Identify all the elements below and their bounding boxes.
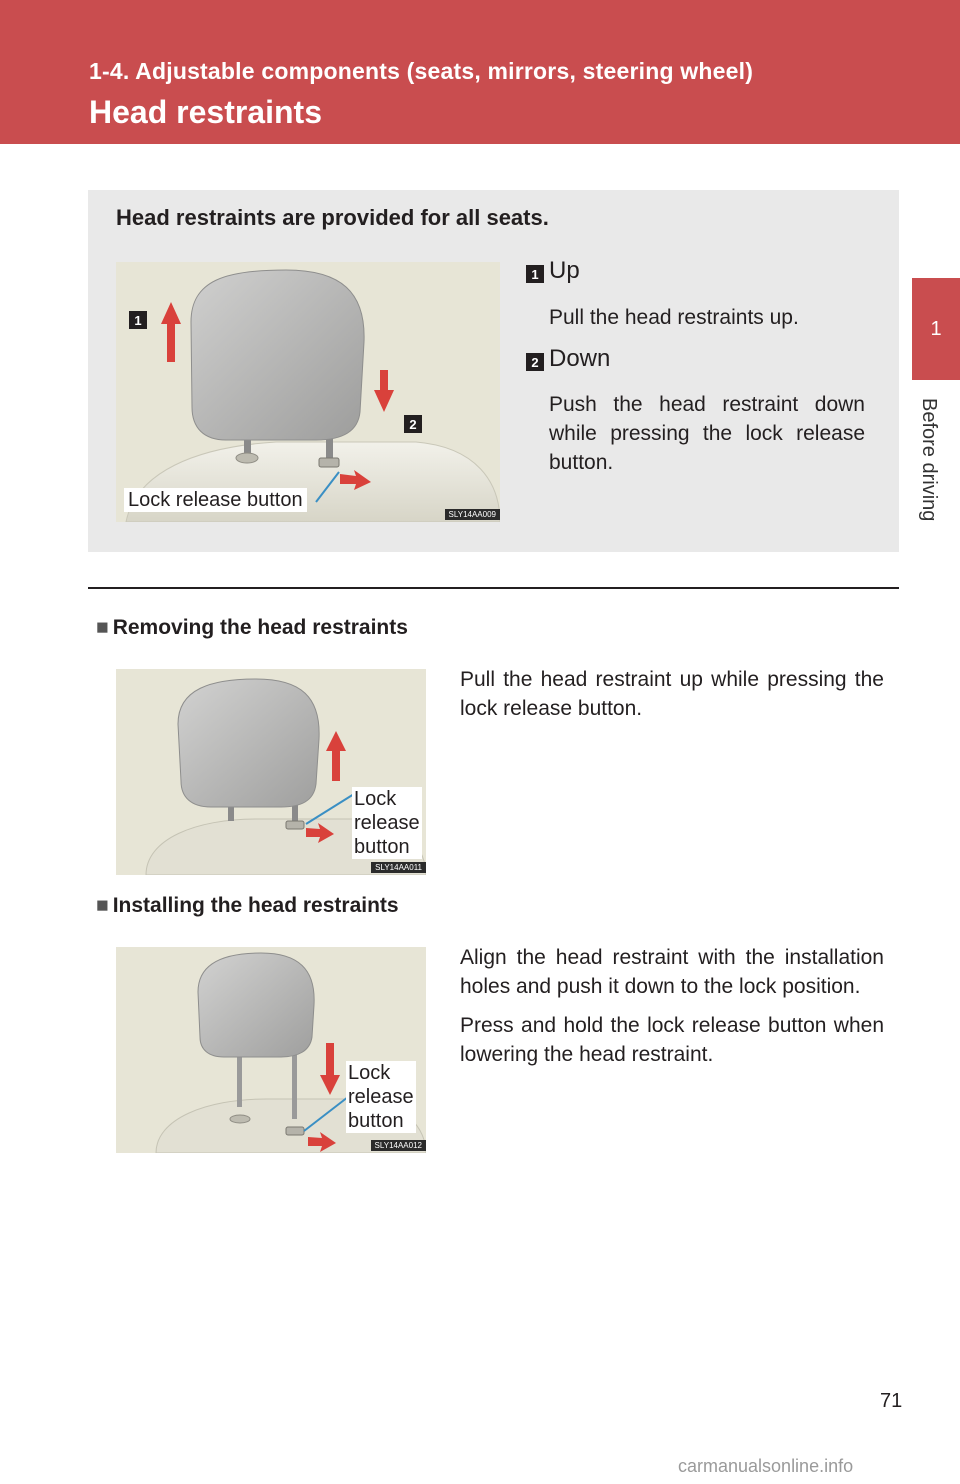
figure-installing [116, 947, 426, 1153]
step-desc-up: Pull the head restraints up. [549, 306, 799, 329]
lock-release-label: Lock release button [124, 488, 307, 512]
installing-heading-text: Installing the head restraints [112, 894, 399, 917]
label-line-2: release [354, 812, 420, 834]
figure-code: SLY14AA009 [445, 509, 500, 520]
intro-text: Head restraints are provided for all seats. [116, 205, 549, 230]
figure-head-restraint-adjust [116, 262, 500, 522]
installing-lock-label [346, 1061, 416, 1133]
removing-lock-label [352, 787, 422, 859]
chapter-label-text: Before driving [918, 398, 940, 522]
label-line-1: Lock [348, 1062, 391, 1084]
bullet-square-icon: ■ [96, 894, 109, 917]
installing-heading [96, 894, 399, 918]
step-desc-down: Push the head restraint down while pressing the lock release button. [549, 393, 865, 474]
figure-badge-2: 2 [404, 415, 422, 433]
installing-text-1: Align the head restraint with the installation holes and push it down to the lock position. [460, 946, 884, 998]
label-line-1: Lock [354, 788, 397, 810]
removing-text: Pull the head restraint up while pressing the lock release button. [460, 668, 884, 720]
step-badge-1: 1 [526, 265, 544, 283]
page-title: Head restraints [89, 94, 322, 130]
figure-badge-1: 1 [129, 311, 147, 329]
step-title-down: Down [549, 345, 611, 372]
removing-heading [96, 616, 408, 640]
page-number: 71 [880, 1390, 903, 1412]
watermark[interactable]: carmanualsonline.info [678, 1456, 854, 1476]
head-restraint-illustration [116, 262, 500, 522]
chapter-label [898, 398, 958, 548]
step-title-up: Up [549, 257, 580, 284]
chapter-tab[interactable] [912, 278, 960, 380]
page-header [0, 0, 960, 144]
chapter-number: 1 [930, 317, 942, 340]
section-divider [88, 587, 899, 589]
figure-removing [116, 669, 426, 875]
label-line-2: release [348, 1086, 414, 1108]
section-title: 1-4. Adjustable components (seats, mirrors, steering wheel) [89, 58, 754, 84]
figure-code: SLY14AA011 [371, 862, 426, 873]
figure-code: SLY14AA012 [371, 1140, 426, 1151]
bullet-square-icon: ■ [96, 616, 109, 639]
label-line-3: button [348, 1110, 404, 1132]
removing-heading-text: Removing the head restraints [112, 616, 408, 639]
step-badge-2: 2 [526, 353, 544, 371]
label-line-3: button [354, 836, 410, 858]
installing-text-2: Press and hold the lock release button when lowering the head restraint. [460, 1014, 884, 1066]
